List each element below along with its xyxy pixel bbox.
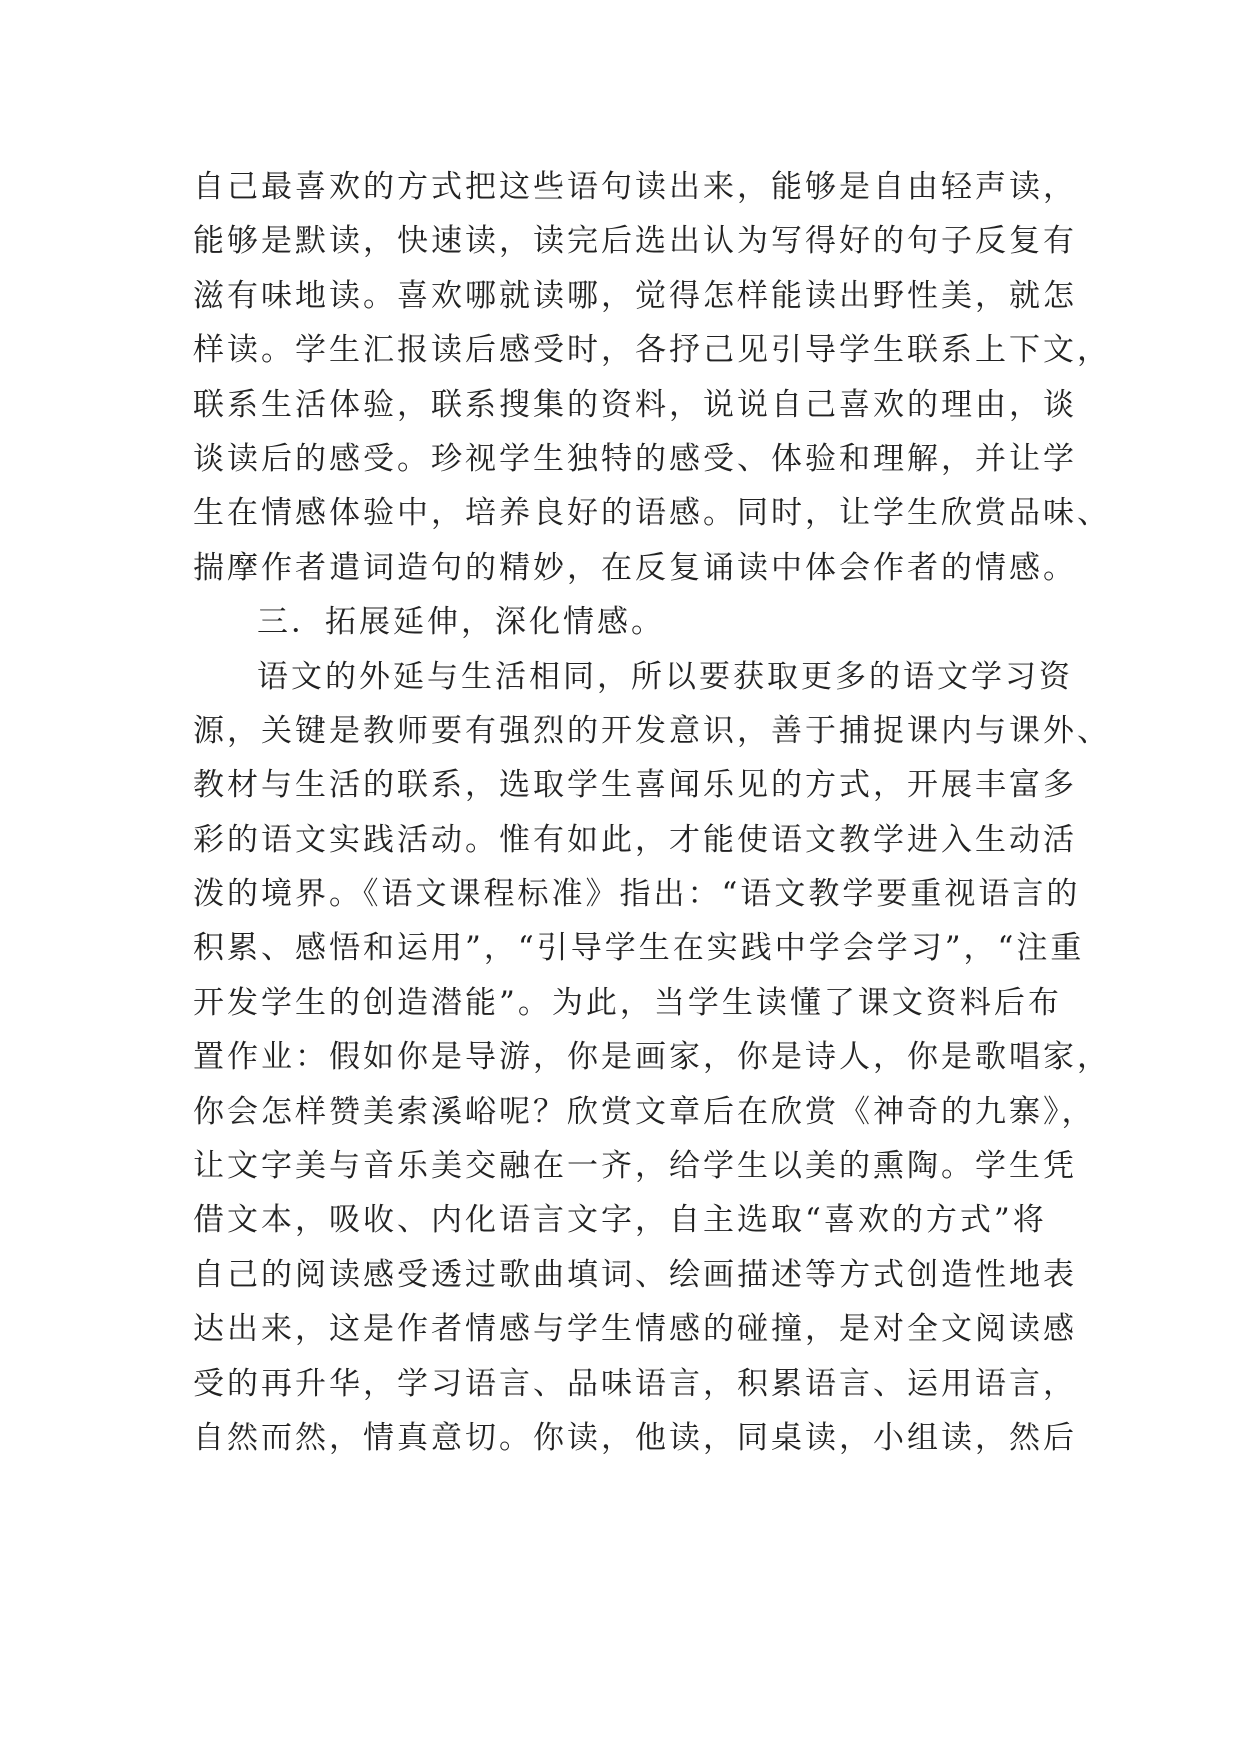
text-line: 开发学生的创造潜能”。为此，当学生读懂了课文资料后布 xyxy=(193,984,1062,1021)
text-line: 让文字美与音乐美交融在一齐，给学生以美的熏陶。学生凭 xyxy=(193,1148,1077,1185)
body-text xyxy=(193,160,1111,1465)
text-line: 源，关键是教师要有强烈的开发意识，善于捕捉课内与课外、 xyxy=(193,712,1111,749)
section-heading: 三．拓展延伸，深化情感。 xyxy=(257,604,665,641)
text-line: 自己的阅读感受透过歌曲填词、绘画描述等方式创造性地表 xyxy=(193,1256,1077,1293)
text-line: 置作业：假如你是导游，你是画家，你是诗人，你是歌唱家， xyxy=(193,1039,1111,1076)
text-line: 你会怎样赞美索溪峪呢？欣赏文章后在欣赏《神奇的九寨》， xyxy=(193,1093,1096,1130)
text-line: 样读。学生汇报读后感受时，各抒己见引导学生联系上下文， xyxy=(193,332,1111,369)
text-line: 语文的外延与生活相同，所以要获取更多的语文学习资 xyxy=(257,658,1073,695)
text-line: 能够是默读，快速读，读完后选出认为写得好的句子反复有 xyxy=(193,223,1077,260)
text-line: 生在情感体验中，培养良好的语感。同时，让学生欣赏品味、 xyxy=(193,495,1111,532)
text-line: 教材与生活的联系，选取学生喜闻乐见的方式，开展丰富多 xyxy=(193,767,1077,804)
text-line: 联系生活体验，联系搜集的资料，说说自己喜欢的理由，谈 xyxy=(193,386,1077,423)
text-line: 谈读后的感受。珍视学生独特的感受、体验和理解，并让学 xyxy=(193,440,1077,477)
text-line: 自己最喜欢的方式把这些语句读出来，能够是自由轻声读， xyxy=(193,169,1077,205)
text-line: 借文本，吸收、内化语言文字，自主选取“喜欢的方式”将 xyxy=(193,1202,1047,1239)
text-line: 彩的语文实践活动。惟有如此，才能使语文教学进入生动活 xyxy=(193,821,1077,858)
text-line: 揣摩作者遣词造句的精妙，在反复诵读中体会作者的情感。 xyxy=(193,549,1077,586)
text-line: 泼的境界。《语文课程标准》指出：“语文教学要重视语言的 xyxy=(193,876,1081,913)
text-line: 自然而然，情真意切。你读，他读，同桌读，小组读，然后 xyxy=(193,1419,1077,1456)
text-line: 滋有味地读。喜欢哪就读哪，觉得怎样能读出野性美，就怎 xyxy=(193,277,1077,314)
text-line: 达出来，这是作者情感与学生情感的碰撞，是对全文阅读感 xyxy=(193,1311,1077,1348)
text-line: 受的再升华，学习语言、品味语言，积累语言、运用语言， xyxy=(193,1365,1077,1402)
text-line: 积累、感悟和运用”，“引导学生在实践中学会学习”，“注重 xyxy=(193,930,1085,967)
